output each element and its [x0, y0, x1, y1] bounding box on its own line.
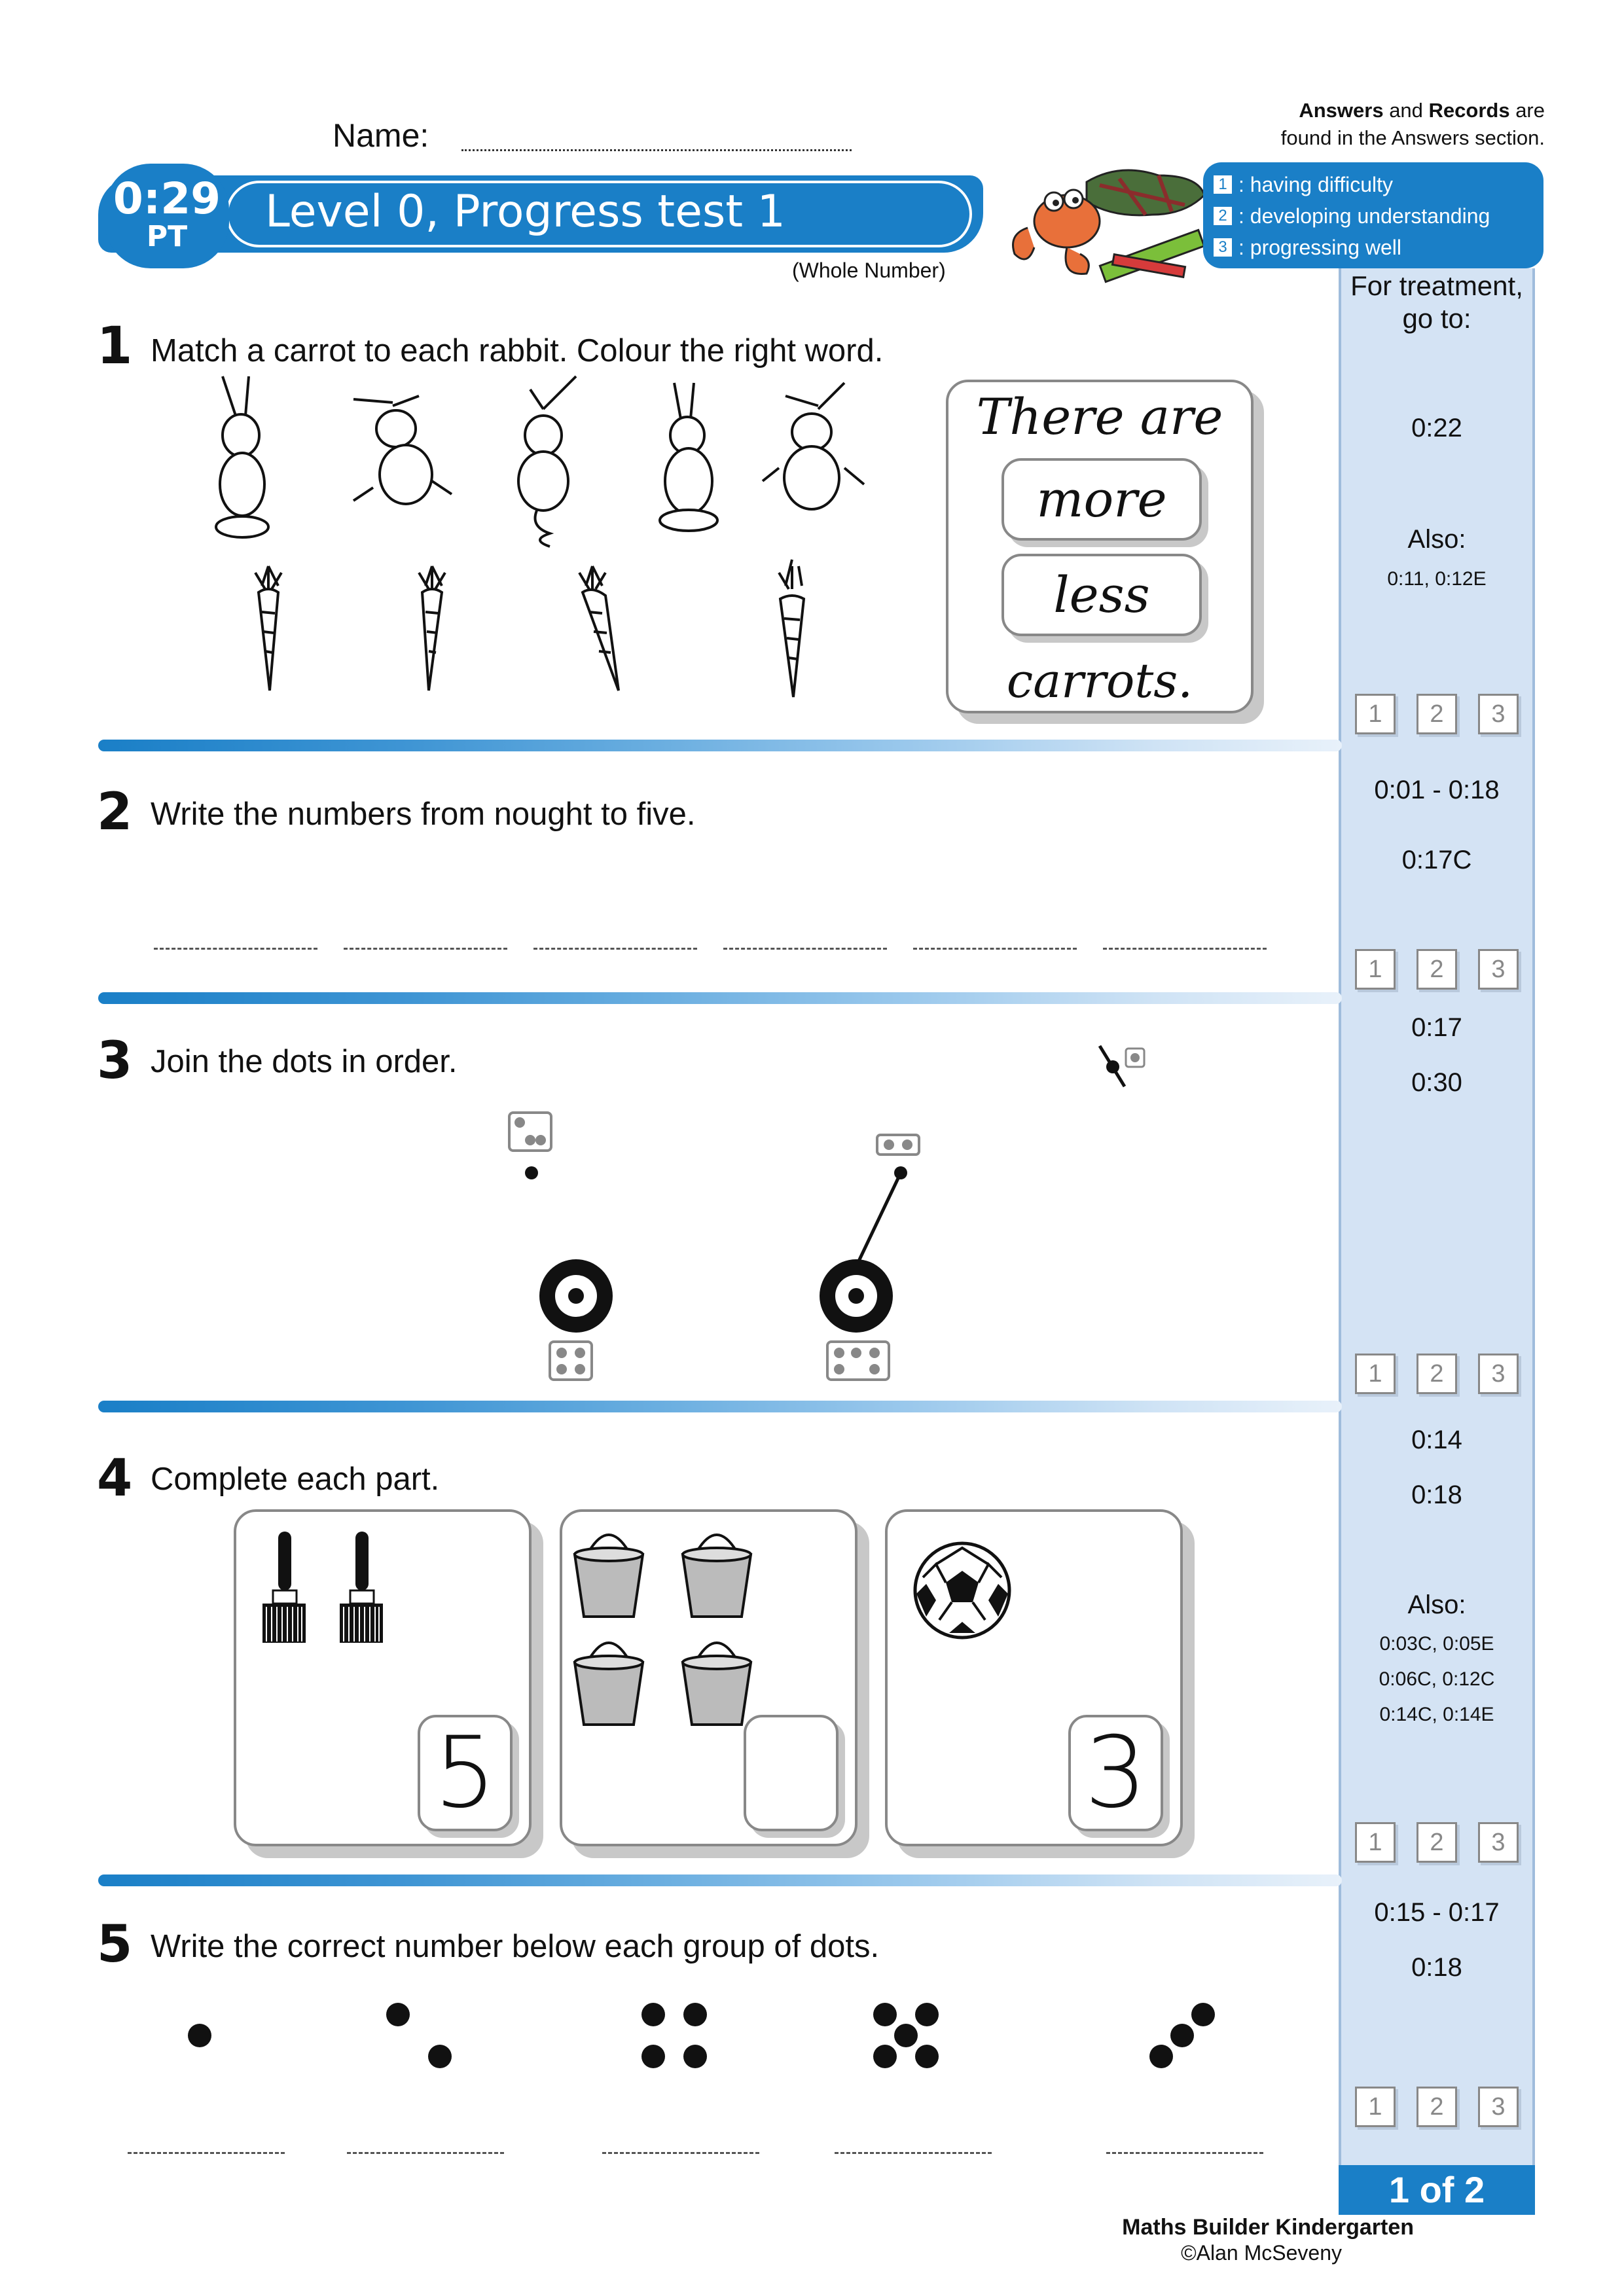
question-number: 4 — [97, 1449, 133, 1508]
answer-line[interactable] — [347, 2152, 504, 2154]
question-number: 1 — [97, 317, 133, 376]
answer-box-brushes[interactable]: 5 — [418, 1715, 513, 1831]
section-divider — [98, 992, 1342, 1004]
q5-treatment-ref-1: 0:15 - 0:17 — [1374, 1898, 1500, 1927]
rating-box-1[interactable]: 1 — [1355, 1354, 1396, 1394]
word-box-bottom-text: carrots. — [1006, 653, 1193, 708]
target-wheel-icon — [820, 1259, 893, 1333]
q4-also-refs-1: 0:03C, 0:05E — [1379, 1633, 1494, 1655]
carrot-icon — [255, 566, 281, 691]
target-wheel-icon — [539, 1259, 613, 1333]
question-text: Complete each part. — [151, 1462, 440, 1497]
dot-3 — [525, 1166, 538, 1179]
crab-mascot-icon — [988, 156, 1211, 287]
dot-group-one — [188, 2024, 211, 2047]
carrot-icon — [579, 566, 619, 691]
bucket-icon — [575, 1643, 643, 1725]
q2-rating-boxes — [1355, 949, 1519, 990]
rabbit-icon — [518, 376, 576, 547]
legend-row-1: 1 : having difficulty — [1212, 169, 1534, 200]
carrot-icon — [779, 560, 804, 697]
footer-copyright: ©Alan McSeveny — [1181, 2241, 1342, 2265]
section-divider — [98, 1874, 1342, 1886]
rating-box-1[interactable]: 1 — [1355, 694, 1396, 734]
rabbit-icon — [353, 396, 452, 504]
q4-also-refs-2: 0:06C, 0:12C — [1379, 1668, 1495, 1690]
q4-also-label: Also: — [1407, 1590, 1466, 1619]
question-number: 5 — [97, 1915, 133, 1974]
q2-treatment-ref-2: 0:17C — [1401, 846, 1472, 874]
question-number: 3 — [97, 1031, 133, 1090]
question-text: Match a carrot to each rabbit. Colour the right word. — [151, 333, 884, 368]
sidebar-title: For treatment, go to: — [1350, 270, 1523, 334]
dice-one-icon — [1126, 1049, 1144, 1067]
answer-line[interactable] — [835, 2152, 992, 2154]
q4-treatment-ref-1: 0:14 — [1411, 1426, 1462, 1454]
paintbrushes-illustration — [259, 1525, 403, 1656]
q3-treatment-ref-2: 0:30 — [1411, 1068, 1462, 1097]
dot-groups-illustration — [164, 1983, 1237, 2081]
dot-group-two — [386, 2003, 452, 2068]
rating-box-3[interactable]: 3 — [1478, 1354, 1519, 1394]
answer-line[interactable] — [602, 2152, 759, 2154]
answer-line[interactable] — [913, 948, 1077, 950]
q4-rating-boxes — [1355, 1822, 1519, 1863]
name-label: Name: — [333, 117, 429, 154]
bucket-icon — [683, 1643, 751, 1725]
dot-1 — [1106, 1060, 1119, 1073]
rating-legend — [1203, 162, 1543, 268]
answers-note: Answers and Records are found in the Answers section. — [1280, 99, 1545, 149]
soccer-ball-icon — [910, 1538, 1015, 1643]
q1-treatment-ref: 0:22 — [1411, 414, 1462, 442]
dot-group-five — [873, 2003, 939, 2068]
section-divider — [98, 740, 1342, 751]
rating-box-1[interactable]: 1 — [1355, 2087, 1396, 2127]
dice-two-icon — [877, 1135, 919, 1155]
join-the-dots-puzzle — [497, 1034, 1165, 1388]
option-more-button[interactable]: more — [1001, 458, 1202, 541]
answer-line[interactable] — [723, 948, 887, 950]
dot-group-three — [1149, 2003, 1215, 2068]
q5-rating-boxes — [1355, 2087, 1519, 2127]
q4-also-refs-3: 0:14C, 0:14E — [1379, 1704, 1494, 1725]
rabbits-and-carrots-illustration — [196, 370, 890, 710]
name-input-line[interactable] — [461, 149, 852, 151]
q1-also-refs: 0:11, 0:12E — [1387, 568, 1487, 590]
question-number: 2 — [97, 783, 133, 842]
answer-line[interactable] — [533, 948, 697, 950]
question-text: Write the numbers from nought to five. — [151, 797, 696, 832]
bucket-icon — [683, 1535, 751, 1617]
rating-box-1[interactable]: 1 — [1355, 1822, 1396, 1863]
page-title: Level 0, Progress test 1 — [265, 186, 785, 238]
dot-group-four — [641, 2003, 707, 2068]
rating-box-3[interactable]: 3 — [1478, 2087, 1519, 2127]
page-number-tag: 1 of 2 — [1339, 2165, 1535, 2215]
rating-box-2[interactable]: 2 — [1416, 694, 1457, 734]
q2-treatment-ref-1: 0:01 - 0:18 — [1374, 776, 1500, 804]
test-code-badge: 0:29 PT — [105, 164, 229, 268]
dice-four-icon — [550, 1342, 592, 1380]
q5-treatment-ref-2: 0:18 — [1411, 1953, 1462, 1982]
answer-line[interactable] — [128, 2152, 285, 2154]
legend-row-2: 2 : developing understanding — [1212, 200, 1534, 232]
paintbrush-icon — [340, 1532, 383, 1643]
answer-line[interactable] — [344, 948, 507, 950]
answer-line[interactable] — [154, 948, 317, 950]
dice-five-icon — [827, 1342, 889, 1380]
page-subtitle: (Whole Number) — [792, 259, 946, 282]
q4-treatment-ref-2: 0:18 — [1411, 1480, 1462, 1509]
bucket-icon — [575, 1535, 643, 1617]
rating-box-1[interactable]: 1 — [1355, 949, 1396, 990]
legend-row-3: 3 : progressing well — [1212, 232, 1534, 263]
dice-three-icon — [509, 1113, 551, 1151]
answer-line[interactable] — [1103, 948, 1267, 950]
q1-rating-boxes — [1355, 694, 1519, 734]
rating-box-3[interactable]: 3 — [1478, 1822, 1519, 1863]
buckets-illustration — [569, 1518, 766, 1734]
rating-box-3[interactable]: 3 — [1478, 949, 1519, 990]
question-text: Write the correct number below each group of dots. — [151, 1929, 880, 1964]
answer-box-buckets[interactable] — [744, 1715, 839, 1831]
rabbit-icon — [660, 383, 717, 531]
rating-box-3[interactable]: 3 — [1478, 694, 1519, 734]
answer-line[interactable] — [1106, 2152, 1263, 2154]
section-divider — [98, 1401, 1342, 1412]
q3-treatment-ref-1: 0:17 — [1411, 1013, 1462, 1042]
rating-box-2[interactable]: 2 — [1416, 1822, 1457, 1863]
paintbrush-icon — [262, 1532, 306, 1643]
option-less-button[interactable]: less — [1001, 554, 1202, 636]
rabbit-icon — [763, 383, 864, 509]
rating-box-2[interactable]: 2 — [1416, 949, 1457, 990]
q3-rating-boxes — [1355, 1354, 1519, 1394]
question-text: Join the dots in order. — [151, 1044, 458, 1079]
rating-box-2[interactable]: 2 — [1416, 1354, 1457, 1394]
rating-box-2[interactable]: 2 — [1416, 2087, 1457, 2127]
q1-also-label: Also: — [1407, 525, 1466, 554]
footer-book-title: Maths Builder Kindergarten — [1122, 2215, 1414, 2240]
word-box-top-text: There are — [976, 387, 1223, 446]
rabbit-icon — [216, 376, 268, 537]
carrot-icon — [419, 566, 445, 691]
answer-box-ball[interactable]: 3 — [1068, 1715, 1163, 1831]
